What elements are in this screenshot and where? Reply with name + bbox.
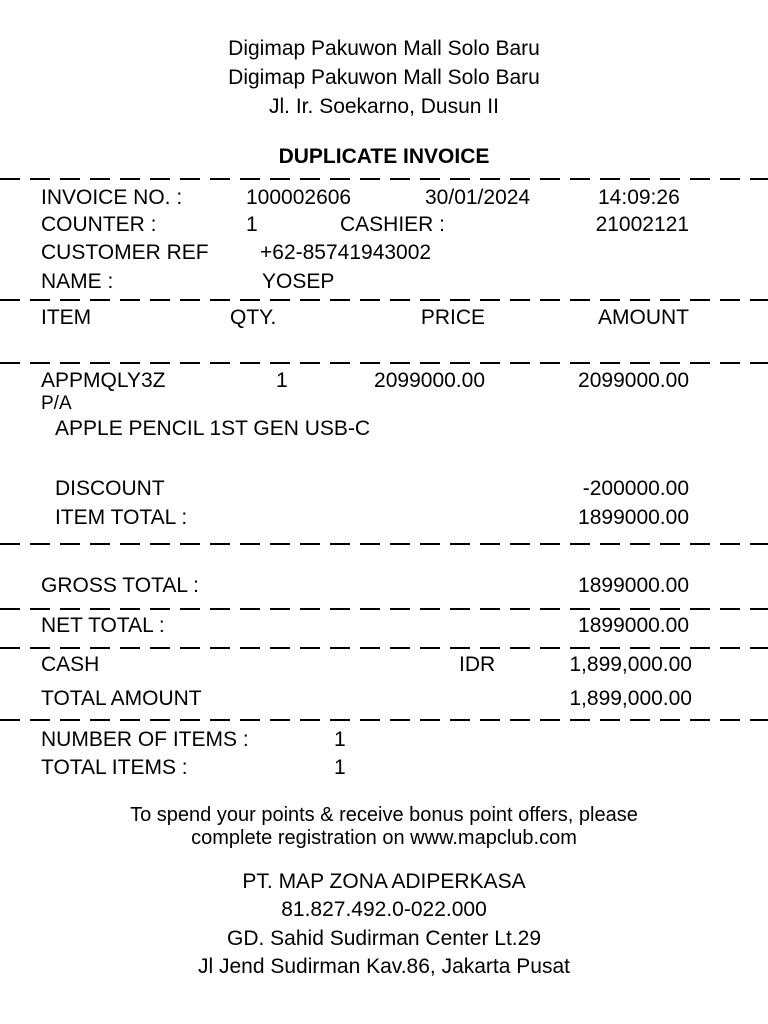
invoice-no: 100002606 <box>246 186 352 209</box>
separator <box>0 362 768 364</box>
column-price: PRICE <box>420 306 485 329</box>
separator <box>0 719 768 721</box>
cashier-label: CASHIER : <box>340 213 446 236</box>
store-name-secondary: Digimap Pakuwon Mall Solo Baru <box>228 66 540 89</box>
separator <box>0 178 768 180</box>
total-items-label: TOTAL ITEMS : <box>41 756 188 779</box>
promo-text-line2: complete registration on www.mapclub.com <box>191 827 577 849</box>
cash-value: 1,899,000.00 <box>569 653 692 676</box>
company-address-line2: Jl Jend Sudirman Kav.86, Jakarta Pusat <box>198 955 570 978</box>
store-address: Jl. Ir. Soekarno, Dusun II <box>269 95 499 118</box>
tax-id: 81.827.492.0-022.000 <box>281 898 487 921</box>
customer-ref-label: CUSTOMER REF <box>41 241 209 264</box>
customer-name: YOSEP <box>262 270 335 293</box>
invoice-no-label: INVOICE NO. : <box>41 186 183 209</box>
separator <box>0 299 768 301</box>
counter-value: 1 <box>246 213 258 236</box>
column-item: ITEM <box>41 306 92 329</box>
separator <box>0 647 768 649</box>
item-total-value: 1899000.00 <box>578 506 689 529</box>
cash-label: CASH <box>41 653 100 676</box>
promo-text-line1: To spend your points & receive bonus point offers, please <box>130 804 638 826</box>
item-code: APPMQLY3Z <box>41 369 166 392</box>
net-total-label: NET TOTAL : <box>41 614 165 637</box>
item-description: APPLE PENCIL 1ST GEN USB-C <box>55 417 371 440</box>
total-items-value: 1 <box>334 756 346 779</box>
company-address-line1: GD. Sahid Sudirman Center Lt.29 <box>227 927 541 950</box>
total-amount-value: 1,899,000.00 <box>569 687 692 710</box>
column-amount: AMOUNT <box>598 306 689 329</box>
item-code-suffix: P/A <box>41 393 72 414</box>
invoice-title: DUPLICATE INVOICE <box>278 145 490 168</box>
invoice-time: 14:09:26 <box>598 186 680 209</box>
separator <box>0 608 768 610</box>
currency-label: IDR <box>459 653 496 676</box>
gross-total-label: GROSS TOTAL : <box>41 574 199 597</box>
separator <box>0 543 768 545</box>
company-name: PT. MAP ZONA ADIPERKASA <box>242 870 526 893</box>
net-total-value: 1899000.00 <box>578 614 689 637</box>
invoice-date: 30/01/2024 <box>425 186 531 209</box>
store-name: Digimap Pakuwon Mall Solo Baru <box>228 37 540 60</box>
discount-value: -200000.00 <box>582 477 689 500</box>
column-qty: QTY. <box>230 306 277 329</box>
name-label: NAME : <box>41 270 114 293</box>
number-of-items-label: NUMBER OF ITEMS : <box>41 728 249 751</box>
counter-label: COUNTER : <box>41 213 157 236</box>
total-amount-label: TOTAL AMOUNT <box>41 687 202 710</box>
gross-total-value: 1899000.00 <box>578 574 689 597</box>
item-total-label: ITEM TOTAL : <box>55 506 188 529</box>
cashier-value: 21002121 <box>595 213 689 236</box>
discount-label: DISCOUNT <box>55 477 165 500</box>
item-qty: 1 <box>276 369 288 392</box>
number-of-items-value: 1 <box>334 728 346 751</box>
item-price: 2099000.00 <box>374 369 485 392</box>
customer-ref: +62-85741943002 <box>260 241 432 264</box>
item-amount: 2099000.00 <box>578 369 689 392</box>
